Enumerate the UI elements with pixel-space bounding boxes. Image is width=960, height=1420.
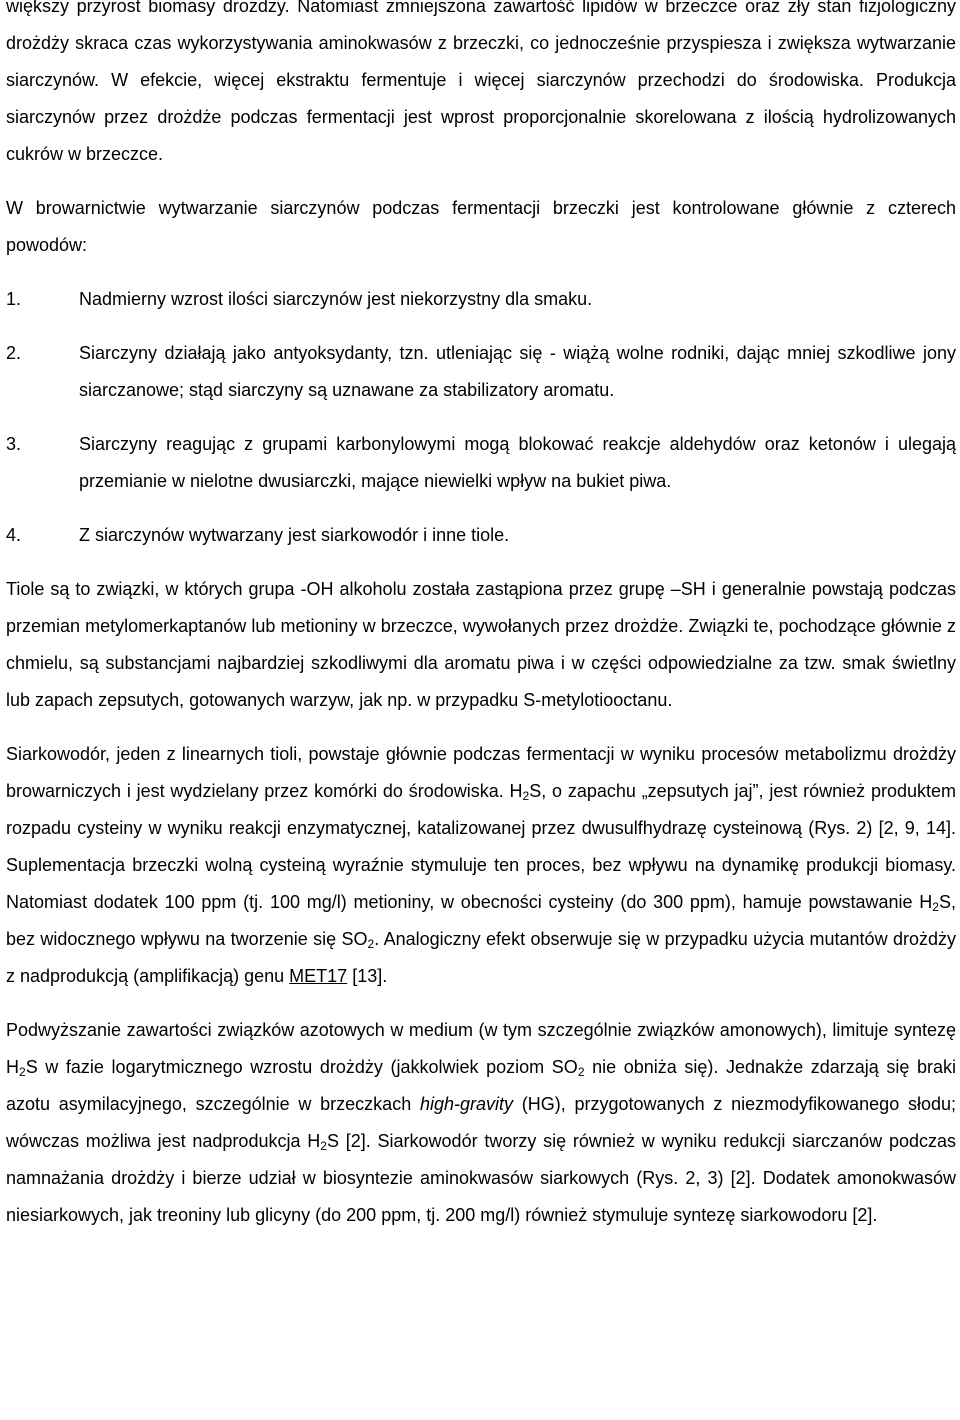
text-run: Podwyższanie zawartości związków azotowych w medium (w tym szczególnie związków amonowych), limituje syntezę H — [6, 1020, 956, 1077]
subscript: 2 — [932, 900, 939, 914]
list-text: Siarczyny działają jako antyoksydanty, tzn. utleniając się - wiążą wolne rodniki, dając mniej szkodliwe jony siarczanowe; stąd siarczyny są uznawane za stabilizatory aromatu. — [79, 343, 956, 400]
list-text: Z siarczynów wytwarzany jest siarkowodór i inne tiole. — [79, 525, 510, 545]
list-number: 1. — [6, 289, 22, 309]
paragraph-thiols: Tiole są to związki, w których grupa -OH alkoholu została zastąpiona przez grupę –SH i generalnie powstają podczas przemian metylomerkaptanów lub metioniny w brzeczce, wywołanych przez drożdże. Związki te, pochodzące głównie z chmielu, są substancjami najbardziej szkodliwymi dla aromatu piwa i w części odpowiedzialne za tzw. smak świetlny lub zapach zepsutych, gotowanych warzyw, jak np. w przypadku S-metylotiooctanu. — [6, 579, 956, 710]
list-item — [6, 281, 956, 318]
list-item — [6, 426, 956, 500]
list-number: 3. — [6, 434, 22, 454]
paragraph-text: większy przyrost biomasy drożdży. Natomiast zmniejszona zawartość lipidów w brzeczce oraz zły stan fizjologiczny drożdży skraca czas wykorzystywania aminokwasów z brzeczki, co jednocześnie przyspiesza i zwiększa wytwarzanie siarczynów. W efekcie, więcej ekstraktu fermentuje i więcej siarczynów przechodzi do środowiska. Produkcja siarczynów przez drożdże podczas fermentacji jest wprost proporcjonalnie skorelowana z ilością hydrolizowanych cukrów w brzeczce. — [6, 0, 956, 164]
paragraph-hydrogen-sulfide — [6, 736, 956, 995]
text-run: S, o zapachu „zepsutych jaj”, jest również produktem rozpadu cysteiny w wyniku reakcji enzymatycznej, katalizowanej przez dwusulfhydrazę cysteinową (Rys. 2) [2, 9, 14]. Suplementacja brzeczki wolną cysteiną wyraźnie stymuluje ten proces, bez wpływu na dynamikę produkcji biomasy. Natomiast dodatek 100 ppm (tj. 100 mg/l) metioniny, w obecności cysteiny (do 300 ppm), hamuje powstawanie H — [6, 781, 956, 912]
subscript: 2 — [577, 1065, 585, 1079]
subscript: 2 — [367, 937, 375, 951]
text-run: [13]. — [347, 966, 388, 986]
paragraph-sulfites-production — [6, 0, 956, 173]
list-number: 2. — [6, 343, 22, 363]
subscript: 2 — [19, 1065, 26, 1079]
list-text: Nadmierny wzrost ilości siarczynów jest niekorzystny dla smaku. — [79, 289, 593, 309]
subscript: 2 — [320, 1139, 327, 1153]
text-run: nie obniża się). Jednakże zdarzają się braki azotu asymilacyjnego, szczególnie w brzeczkach — [6, 1057, 956, 1114]
list-item — [6, 517, 956, 554]
list-number: 4. — [6, 525, 22, 545]
subscript: 2 — [522, 789, 530, 803]
list-item — [6, 335, 956, 409]
gene-link[interactable]: MET17 — [289, 966, 348, 986]
text-run: Siarkowodór, jeden z linearnych tioli, powstaje głównie podczas fermentacji w wyniku procesów metabolizmu drożdży browarniczych i jest wydzielany przez komórki do środowiska. H — [6, 744, 956, 801]
text-run: . Analogiczny efekt obserwuje się w przypadku użycia mutantów drożdży z nadprodukcją (amplifikacją) genu — [6, 929, 956, 986]
paragraph-nitrogen-compounds — [6, 1012, 956, 1234]
text-run: S w fazie logarytmicznego wzrostu drożdży (jakkolwiek poziom SO — [25, 1057, 578, 1077]
text-run: S [2]. Siarkowodór tworzy się również w wyniku redukcji siarczanów podczas namnażania drożdży i bierze udział w biosyntezie aminokwasów siarkowych (Rys. 2, 3) [2]. Dodatek amonokwasów niesiarkowych, jak treoniny lub glicyny (do 200 ppm, tj. 200 mg/l) również stymuluje syntezę siarkowodoru [2]. — [6, 1131, 956, 1225]
italic-term: high-gravity — [419, 1094, 514, 1114]
paragraph-brewing-control: W browarnictwie wytwarzanie siarczynów podczas fermentacji brzeczki jest kontrolowane głównie z czterech powodów: — [6, 198, 956, 255]
text-run: (HG), przygotowanych z niezmodyfikowanego słodu; wówczas możliwa jest nadprodukcja H — [6, 1094, 956, 1151]
text-run: S, bez widocznego wpływu na tworzenie się SO — [6, 892, 956, 949]
list-text: Siarczyny reagując z grupami karbonylowymi mogą blokować reakcje aldehydów oraz ketonów i ulegają przemianie w nielotne dwusiarczki, mające niewielki wpływ na bukiet piwa. — [79, 434, 956, 491]
